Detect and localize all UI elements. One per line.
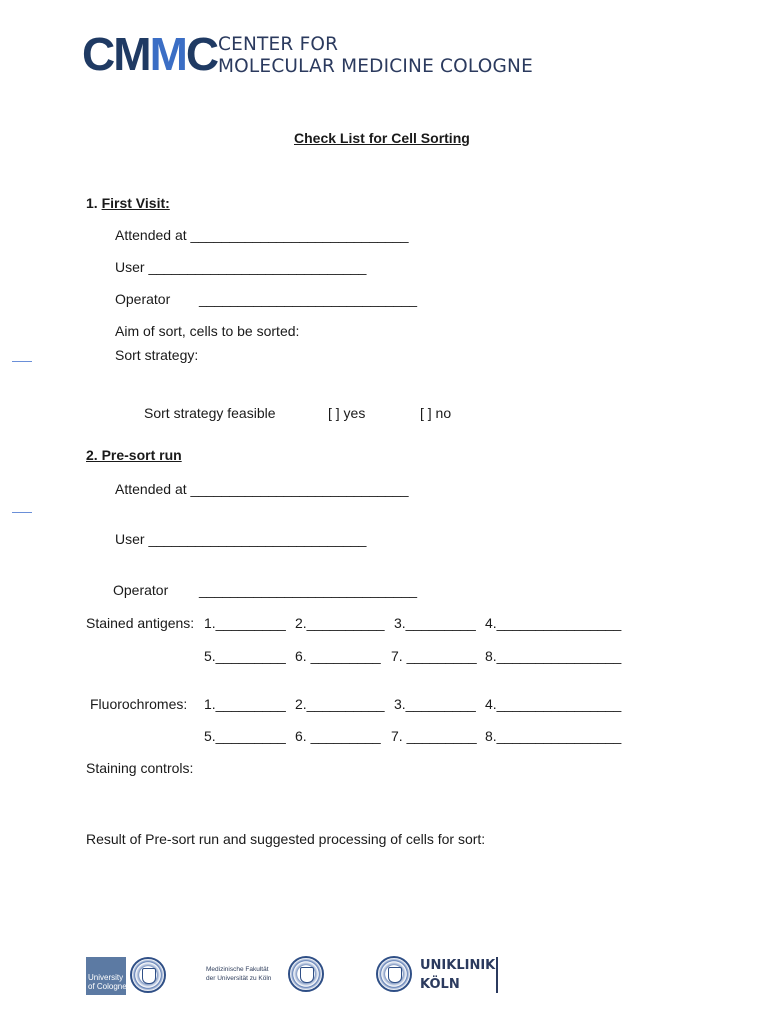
s2-attended-field[interactable]: Attended at ____________________________	[115, 481, 409, 497]
faculty-seal-icon	[288, 956, 324, 992]
s1-operator-field[interactable]: ____________________________	[199, 291, 418, 307]
antigen-field[interactable]: 3._________	[394, 615, 476, 631]
section1-heading-num: 1.	[86, 195, 102, 211]
margin-mark	[12, 512, 32, 513]
university-of-cologne-logo: University of Cologne	[86, 957, 126, 995]
logo-c1: C	[82, 28, 114, 80]
antigen-field[interactable]: 5._________	[204, 648, 286, 664]
fluoro-field[interactable]: 4.________________	[485, 696, 622, 712]
antigen-field[interactable]: 7. _________	[391, 648, 477, 664]
section2-heading: 2. Pre-sort run	[86, 447, 182, 463]
s1-strategy-label: Sort strategy:	[115, 347, 199, 363]
uniklinik-seal-icon	[376, 956, 412, 992]
antigen-field[interactable]: 4.________________	[485, 615, 622, 631]
logo-line1: CENTER FOR	[218, 34, 339, 55]
antigens-label: Stained antigens:	[86, 615, 195, 631]
fluoro-field[interactable]: 8.________________	[485, 728, 622, 744]
result-label: Result of Pre-sort run and suggested processing of cells for sort:	[86, 831, 486, 847]
s1-no-checkbox[interactable]: [ ] no	[420, 405, 452, 421]
s1-aim-label: Aim of sort, cells to be sorted:	[115, 323, 300, 339]
logo-line2: MOLECULAR MEDICINE COLOGNE	[218, 56, 533, 77]
margin-mark	[12, 361, 32, 362]
logo-m1: M	[113, 28, 150, 80]
s2-operator-label: Operator	[113, 582, 169, 598]
section1-heading	[86, 195, 170, 211]
s1-attended-field[interactable]: Attended at ____________________________	[115, 227, 409, 243]
s1-feasible-label: Sort strategy feasible	[144, 405, 276, 421]
s2-operator-field[interactable]: ____________________________	[199, 582, 418, 598]
staining-controls-label: Staining controls:	[86, 760, 194, 776]
fluoro-label: Fluorochromes:	[90, 696, 188, 712]
cmmc-logo	[82, 30, 217, 78]
antigen-field[interactable]: 2.__________	[295, 615, 385, 631]
s2-user-field[interactable]: User ____________________________	[115, 531, 367, 547]
fluoro-field[interactable]: 7. _________	[391, 728, 477, 744]
fluoro-field[interactable]: 2.__________	[295, 696, 385, 712]
fluoro-field[interactable]: 5._________	[204, 728, 286, 744]
fluoro-field[interactable]: 3._________	[394, 696, 476, 712]
logo-c2: C	[185, 28, 218, 80]
antigen-field[interactable]: 6. _________	[295, 648, 381, 664]
logo-m2: M	[149, 28, 186, 80]
university-seal-icon	[130, 957, 166, 993]
s1-yes-checkbox[interactable]: [ ] yes	[328, 405, 366, 421]
s1-user-field[interactable]: User ____________________________	[115, 259, 367, 275]
fluoro-field[interactable]: 1._________	[204, 696, 286, 712]
antigen-field[interactable]: 1._________	[204, 615, 286, 631]
s1-operator-label: Operator	[115, 291, 171, 307]
uniklinik-divider	[496, 957, 498, 993]
fluoro-field[interactable]: 6. _________	[295, 728, 381, 744]
uniklinik-logo-text: UNIKLINIK KÖLN	[420, 958, 496, 992]
antigen-field[interactable]: 8.________________	[485, 648, 622, 664]
section1-heading-text: First Visit:	[101, 195, 170, 211]
page-title: Check List for Cell Sorting	[294, 130, 470, 146]
medical-faculty-logo-text: Medizinische Fakultät der Universität zu Köln	[206, 966, 272, 982]
